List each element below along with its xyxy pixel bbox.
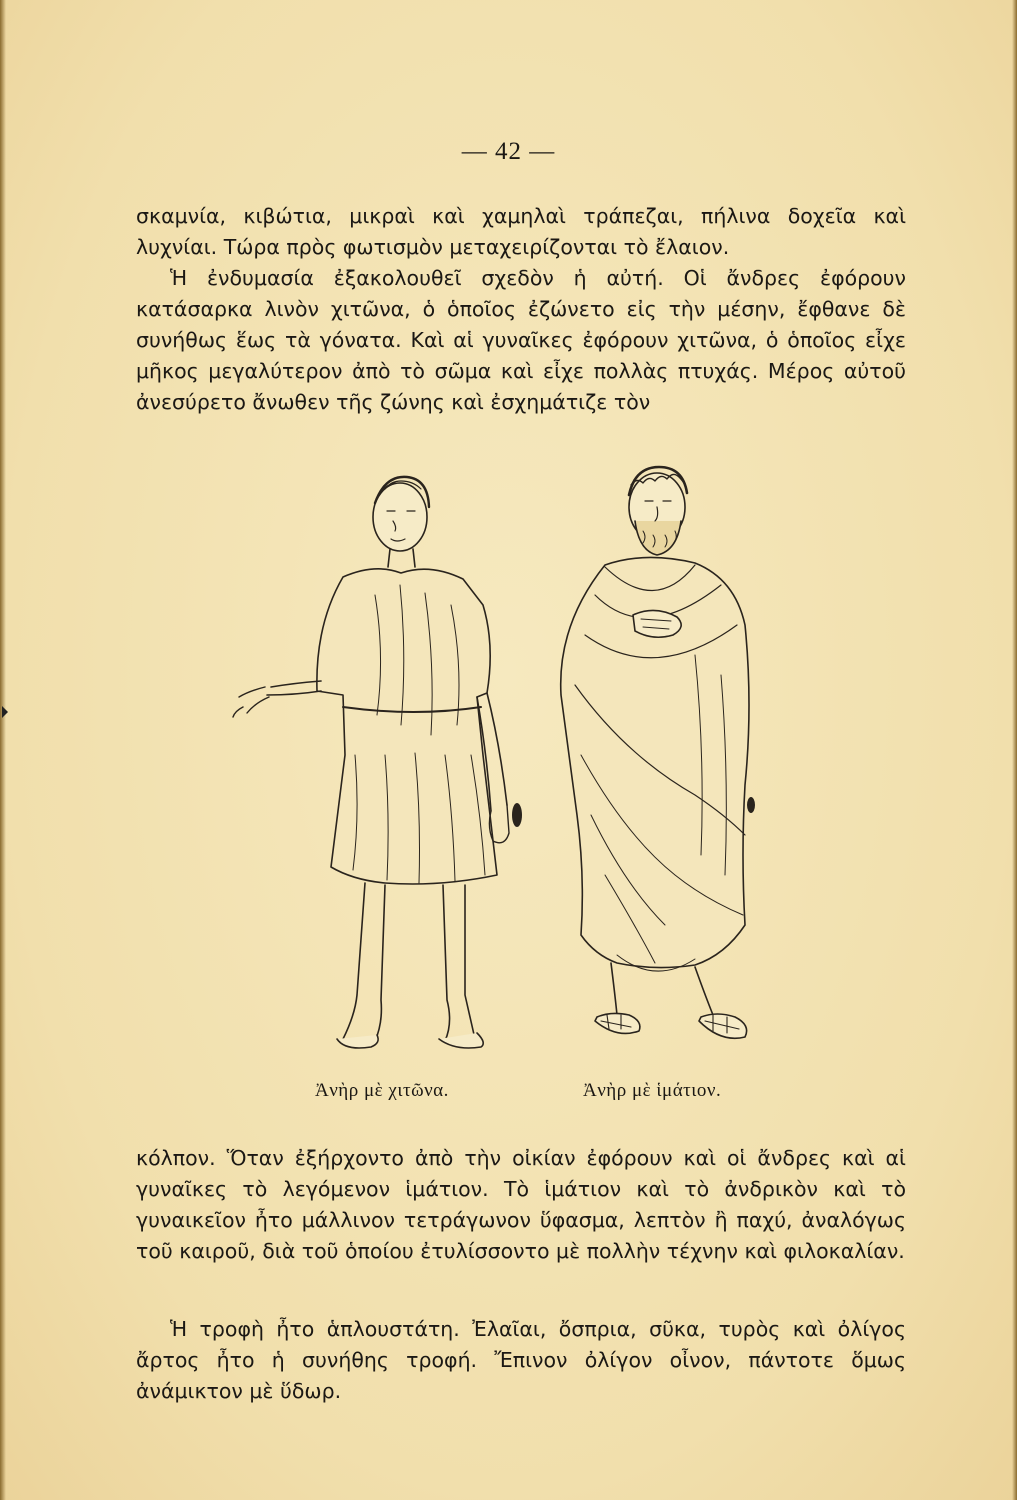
paragraph-food: Ἡ τροφὴ ἦτο ἁπλουστάτη. Ἐλαῖαι, ὄσπρια, σῦκα, τυρὸς καὶ ὀλίγος ἄρτος ἦτο ἡ συνήθης τροφή. Ἔπινον ὀλίγον οἶνον, πάντοτε ὅμως ἀνάμικτον μὲ ὕδωρ.	[136, 1317, 906, 1403]
caption-man-with-himation: Ἀνὴρ μὲ ἱμάτιον.	[583, 1080, 722, 1101]
illustration-two-men	[225, 455, 785, 1075]
page-edge-left	[0, 0, 6, 1500]
caption-man-with-chiton: Ἀνὴρ μὲ χιτῶνα.	[315, 1080, 449, 1101]
figure-man-in-chiton	[233, 477, 522, 1048]
paragraph-clothing: Ἡ ἐνδυμασία ἐξακολουθεῖ σχεδὸν ἡ αὐτή. Οἱ ἄνδρες ἐφόρουν κατάσαρκα λινὸν χιτῶνα, ὁ ὁποῖος ἐζώνετο εἰς τὴν μέσην, ἔφθανε δὲ συνήθως ἕως τὰ γόνατα. Καὶ αἱ γυναῖκες ἐφόρουν χιτῶνα, ὁ ὁποῖος εἶχε μῆκος μεγαλύτερον ἀπὸ τὸ σῶμα καὶ εἶχε πολλὰς πτυχάς. Μέρος αὐτοῦ ἀνεσύρετο ἄνωθεν τῆς ζώνης καὶ ἐσχημάτιζε τὸν	[136, 266, 906, 414]
paragraph-furniture: σκαμνία, κιβώτια, μικραὶ καὶ χαμηλαὶ τράπεζαι, πήλινα δοχεῖα καὶ λυχνίαι. Τώρα πρὸς φωτισμὸν μεταχειρίζονται τὸ ἔλαιον.	[136, 204, 906, 259]
figure-man-in-himation	[561, 467, 755, 1038]
paragraph-himation: κόλπον. Ὅταν ἐξήρχοντο ἀπὸ τὴν οἰκίαν ἐφόρουν καὶ οἱ ἄνδρες καὶ αἱ γυναῖκες τὸ λεγόμενον ἱμάτιον. Τὸ ἱμάτιον καὶ τὸ ἀνδρικὸν καὶ τὸ γυναικεῖον ἦτο μάλλινον τετράγωνον ὕφασμα, λεπτὸν ἢ παχύ, ἀναλόγως τοῦ καιροῦ, διὰ τοῦ ὁποίου ἐτυλίσσοντο μὲ πολλὴν τέχνην καὶ φιλοκαλίαν.	[136, 1146, 906, 1263]
page-number: — 42 —	[461, 138, 556, 165]
margin-mark	[2, 706, 8, 718]
page-edge-right	[1012, 0, 1017, 1500]
